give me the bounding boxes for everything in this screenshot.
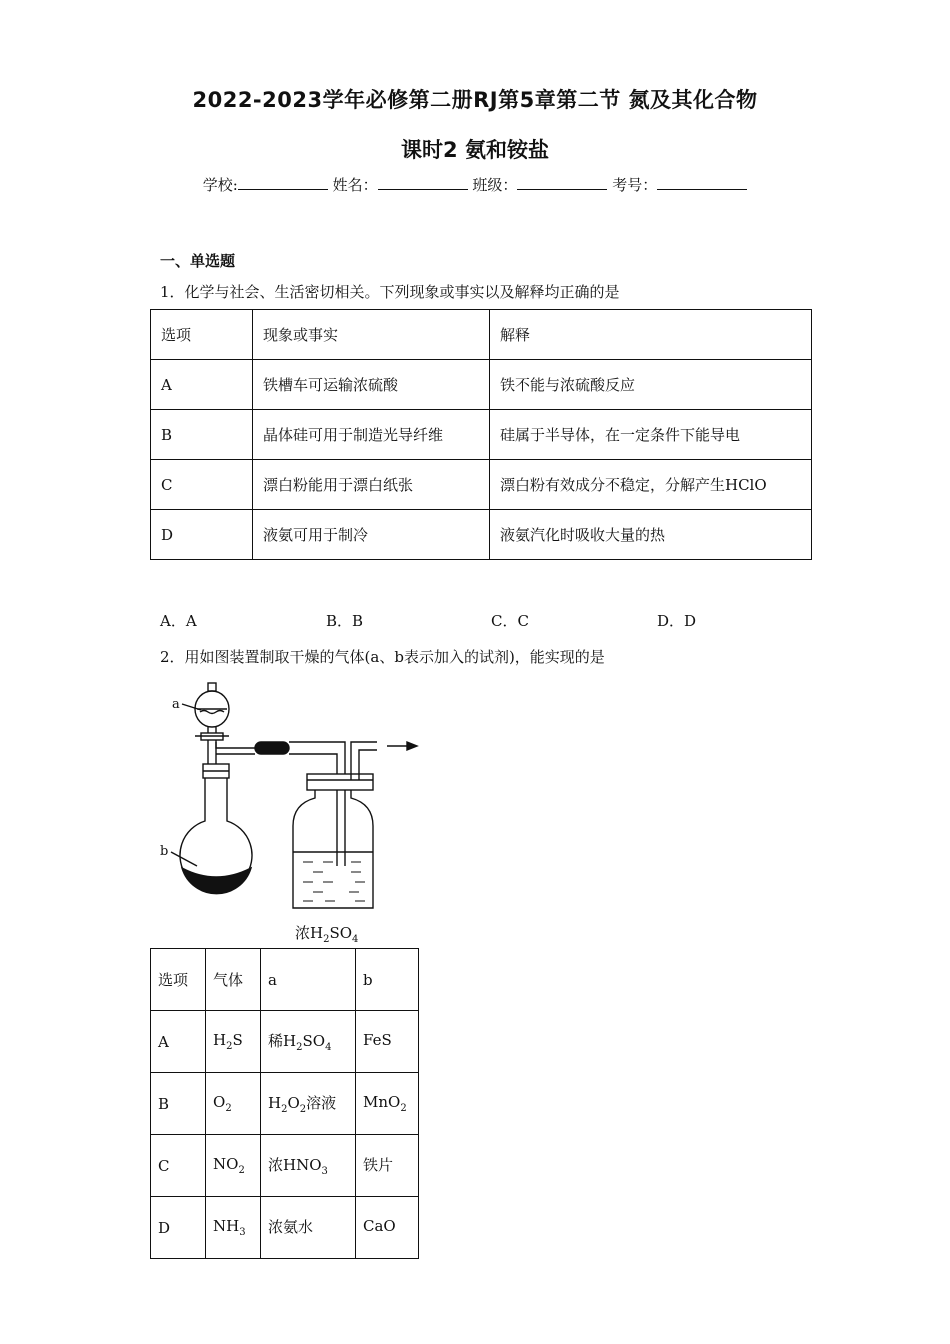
acid-dashes [303, 862, 365, 901]
rubber-connector [255, 742, 289, 754]
table-cell: 晶体硅可用于制造光导纤维 [253, 410, 490, 460]
table-header-row [151, 949, 419, 1011]
question-1-table [150, 309, 812, 560]
reagent-a-cell: 稀$H_2SO_4$ [261, 1011, 356, 1073]
solid-reagent-b [182, 868, 251, 894]
diagram-caption: 浓$H_2SO_4$ [295, 924, 359, 945]
option-a[interactable]: A．A [160, 612, 197, 630]
student-info-line [0, 174, 950, 195]
table-cell: D [151, 510, 253, 560]
table-row [151, 360, 812, 410]
gas-cell: $H_2S$ [206, 1011, 261, 1073]
school-blank[interactable] [238, 175, 328, 190]
name-label: 姓名： [332, 176, 378, 194]
question-1-stem: 1．化学与社会、生活密切相关。下列现象或事实以及解释均正确的是 [160, 283, 620, 301]
class-label: 班级： [472, 176, 518, 194]
gas-cell: $NH_3$ [206, 1197, 261, 1259]
table-cell: 硅属于半导体，在一定条件下能导电 [490, 410, 812, 460]
gas-cell: $O_2$ [206, 1073, 261, 1135]
table-row [151, 460, 812, 510]
document-title: 2022-2023学年必修第二册RJ第5章第二节 氮及其化合物 [192, 88, 758, 112]
table-row [151, 1135, 419, 1197]
reagent-a-cell: $H_2O_2$溶液 [261, 1073, 356, 1135]
reagent-a-cell: 浓氨水 [261, 1197, 356, 1259]
wash-bottle [293, 790, 373, 908]
funnel-liquid-wave [200, 711, 224, 714]
table-header-cell: 选项 [151, 310, 253, 360]
option-cell: B [151, 1073, 206, 1135]
gas-cell: $NO_2$ [206, 1135, 261, 1197]
table-header-cell: b [356, 949, 419, 1011]
table-header-cell: 气体 [206, 949, 261, 1011]
table-header-cell: 解释 [490, 310, 812, 360]
question-2-stem: 2．用如图装置制取干燥的气体(a、b表示加入的试剂)，能实现的是 [160, 648, 605, 666]
option-d[interactable]: D．D [657, 612, 697, 630]
funnel-stopper-box [208, 683, 216, 691]
reagent-a-cell: 浓$HNO_3$ [261, 1135, 356, 1197]
table-header-cell: a [261, 949, 356, 1011]
table-cell: 铁槽车可运输浓硫酸 [253, 360, 490, 410]
label-a: a [172, 697, 180, 712]
option-c[interactable]: C．C [491, 612, 529, 630]
label-b-leader [171, 852, 197, 866]
table-row [151, 1197, 419, 1259]
table-header-cell: 现象或事实 [253, 310, 490, 360]
reagent-b-cell: 铁片 [356, 1135, 419, 1197]
reagent-b-cell: FeS [356, 1011, 419, 1073]
question-2-table [150, 948, 419, 1259]
table-header-row [151, 310, 812, 360]
section-heading: 一、单选题 [160, 252, 236, 270]
table-cell: B [151, 410, 253, 460]
exam-number-label: 考号： [612, 176, 658, 194]
table-cell: A [151, 360, 253, 410]
option-cell: C [151, 1135, 206, 1197]
label-b: b [160, 844, 169, 859]
option-cell: D [151, 1197, 206, 1259]
exam-number-blank[interactable] [657, 175, 747, 190]
option-cell: A [151, 1011, 206, 1073]
name-blank[interactable] [378, 175, 468, 190]
table-cell: C [151, 460, 253, 510]
table-row [151, 410, 812, 460]
class-blank[interactable] [517, 175, 607, 190]
table-cell: 液氨汽化时吸收大量的热 [490, 510, 812, 560]
gas-flow-arrowhead [407, 742, 417, 750]
reagent-b-cell: CaO [356, 1197, 419, 1259]
table-row [151, 1011, 419, 1073]
table-row [151, 1073, 419, 1135]
table-cell: 铁不能与浓硫酸反应 [490, 360, 812, 410]
apparatus-diagram [155, 676, 425, 922]
table-cell: 漂白粉能用于漂白纸张 [253, 460, 490, 510]
option-b[interactable]: B．B [326, 612, 364, 630]
delivery-tube-top [216, 742, 255, 748]
table-row [151, 510, 812, 560]
table-cell: 液氨可用于制冷 [253, 510, 490, 560]
table-cell: 漂白粉有效成分不稳定，分解产生HClO [490, 460, 812, 510]
tube-into-bottle-inner [289, 754, 337, 866]
document-subtitle: 课时2 氨和铵盐 [401, 138, 549, 162]
reagent-b-cell: MnO$_2$ [356, 1073, 419, 1135]
bottle-stopper [307, 774, 373, 790]
school-label: 学校: [202, 176, 238, 194]
table-header-cell: 选项 [151, 949, 206, 1011]
